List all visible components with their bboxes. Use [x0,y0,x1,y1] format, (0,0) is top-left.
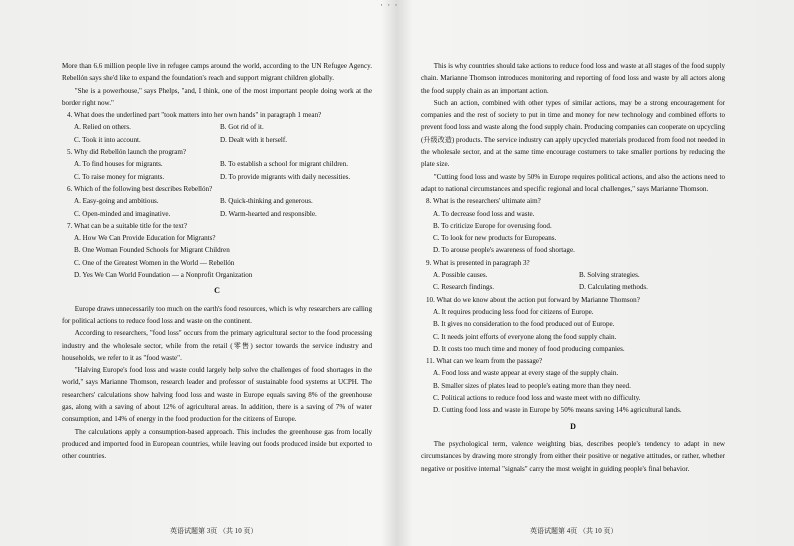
question-9-stem: 9. What is presented in paragraph 3? [426,258,530,267]
paragraph: The calculations apply a consumption-based approach. This includes the greenhouse gas from locally produced and imported food in European countries, while leaving out foods produced inside but exported to other countries. [62,427,372,461]
question-5-options [74,158,372,183]
question-7-stem: 7. What can be a suitable title for the text? [67,221,188,230]
question-5-stem: 5. Why did Rebellón launch the program? [67,148,187,157]
question-4-options [74,121,372,146]
right-page-column [421,60,725,475]
option-b: B. Got rid of it. [220,123,264,132]
option-d: D. It costs too much time and money of food producing companies. [433,344,625,353]
left-page-column [62,60,372,463]
option-b: B. Smaller sizes of plates lead to people's eating more than they need. [433,381,631,390]
option-d: D. Cutting food loss and waste in Europe by 50% means saving 14% agricultural lands. [433,406,682,415]
option-d: D. Calculating methods. [579,283,648,292]
question-6-options [74,195,372,220]
option-c: C. Took it into account. [74,135,141,144]
option-d: D. Dealt with it herself. [220,135,287,144]
paragraph: The psychological term, valence weighting bias, describes people's tendency to adapt in new circumstances by drawing more strongly from either their positive or negative attitudes, or rather, whether negative or positive internal "signals" carry the most weight in guiding people's final behavior. [421,439,725,473]
option-d: D. To provide migrants with daily necessities. [220,172,351,181]
question-10-stem: 10. What do we know about the action put forward by Marianne Thomson? [426,295,640,304]
scan-mark: · · · [380,0,399,10]
question-10-options [433,306,725,355]
option-a: A. It requires producing less food for citizens of Europe. [433,307,594,316]
option-b: B. To criticize Europe for overusing food. [433,221,552,230]
page-footer-right: 英语试题第 4页 （共 10 页） [530,527,618,535]
option-c: C. It needs joint efforts of everyone along the food supply chain. [433,332,617,341]
option-c: C. To raise money for migrants. [74,172,165,181]
option-c: C. One of the Greatest Women in the World — Rebellón [74,258,235,267]
option-a: A. How We Can Provide Education for Migrants? [74,234,216,243]
option-a: A. Relied on others. [74,123,131,132]
question-4-stem: 4. What does the underlined part "took matters into her own hands" in paragraph 1 mean? [67,111,322,120]
paragraph: "She is a powerhouse," says Phelps, "and, I think, one of the most important people doing work at the border right now." [62,86,372,107]
option-b: B. Quick-thinking and generous. [220,197,313,206]
option-c: C. To look for new products for Europeans. [433,234,557,243]
paragraph: Such an action, combined with other types of similar actions, may be a strong encouragement for companies and the rest of society to put in time and money for new technology and combined efforts to prevent food loss and waste along the food supply chain. Producing companies can cooperate on upcycling (升级改造) products. The service industry can apply upcycled materials produced from food not needed in the wholesale sector, and at the same time encourage costumers to take smaller portions by reducing the plate size. [421,98,725,169]
option-a: A. Easy-going and ambitious. [74,197,159,206]
paragraph: More than 6.6 million people live in refugee camps around the world, according to the UN Refugee Agency. Rebellón says she'd like to expand the foundation's reach and support migrant children globally. [62,62,372,83]
option-c: C. Research findings. [433,283,495,292]
option-b: B. To establish a school for migrant children. [220,160,349,169]
option-d: D. To arouse people's awareness of food shortage. [433,246,575,255]
question-8-stem: 8. What is the researchers' ultimate aim? [426,197,541,206]
option-a: A. To find houses for migrants. [74,160,163,169]
question-6-stem: 6. Which of the following best describes Rebellón? [67,184,213,193]
option-b: B. One Woman Founded Schools for Migrant Children [74,246,230,255]
section-d-heading: D [570,421,576,431]
option-b: B. It gives no consideration to the food produced out of Europe. [433,320,615,329]
option-d: D. Warm-hearted and responsible. [220,209,317,218]
page-footer-left: 英语试题第 3页 （共 10 页） [170,527,258,535]
option-a: A. To decrease food loss and waste. [433,209,535,218]
option-c: C. Political actions to reduce food loss and waste meet with no difficulty. [433,394,641,403]
paragraph: "Cutting food loss and waste by 50% in Europe requires political actions, and also the actions need to adapt to national circumstances and specific regional and local challenges," says Marianne Thomson. [421,172,725,193]
option-d: D. Yes We Can World Foundation — a Nonprofit Organization [74,271,253,280]
option-c: C. Open-minded and imaginative. [74,209,171,218]
question-8-options [433,208,725,257]
section-c-heading: C [214,286,220,296]
option-b: B. Solving strategies. [579,271,640,280]
paragraph: Europe draws unnecessarily too much on the earth's food resources, which is why researchers are calling for political actions to reduce food loss and waste on the continent. [62,304,372,325]
question-11-stem: 11. What can we learn from the passage? [426,357,543,366]
option-a: A. Possible causes. [433,271,488,280]
question-11-options [433,367,725,416]
paragraph: This is why countries should take actions to reduce food loss and waste at all stages of the food supply chain. Marianne Thomson introduces monitoring and reporting of food loss and waste by all actors along the food supply chain as an important action. [421,62,725,95]
paragraph: "Halving Europe's food loss and waste could largely help solve the challenges of food shortages in the world," says Marianne Thomson, research leader and professor of sustainable food systems at UCPH. The researchers' calculations show halving food loss and waste in Europe equals saving 8% of the greenhouse gas, along with a saving of about 12% of agricultural areas. In addition, there is a saving of 7% of water consumption, and 14% of energy in the food production for the citizens of Europe. [62,366,372,424]
option-a: A. Food loss and waste appear at every stage of the supply chain. [433,369,619,378]
paragraph: According to researchers, "food loss" occurs from the primary agricultural sector to the food processing industry and the wholesale sector, while from the retail (零售) sector towards the service industry and households, we refer to it as "food waste". [62,329,372,362]
question-9-options [433,269,725,294]
question-7-options [74,232,372,281]
